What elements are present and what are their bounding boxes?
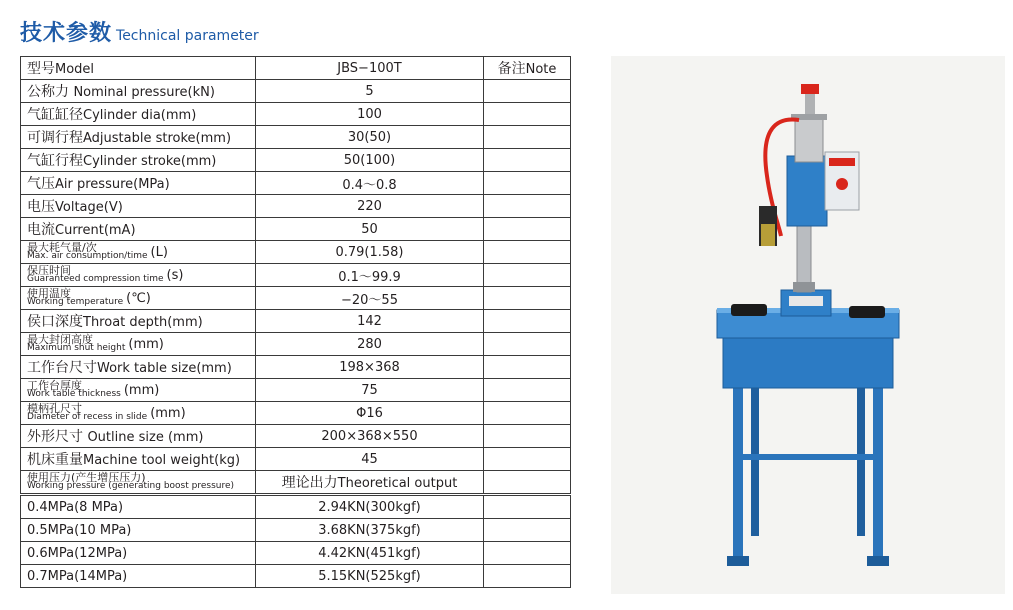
- output-header-value-zh: 理论出力: [281, 475, 338, 491]
- output-pressure: 0.4MPa(8 MPa): [21, 495, 256, 519]
- param-value: 30(50): [256, 126, 484, 149]
- param-label-zh: 气压: [27, 176, 55, 192]
- note-en: Note: [525, 62, 557, 77]
- output-value: 2.94KN(300kgf): [256, 495, 484, 519]
- table-row: [21, 218, 571, 241]
- stacked-label: [27, 241, 148, 261]
- spec-table: [20, 56, 571, 588]
- header-row: [21, 57, 571, 80]
- note-cell: [484, 103, 571, 126]
- param-label-zh: 工作台尺寸: [27, 360, 97, 376]
- param-label-en: Work table size(mm): [97, 361, 232, 376]
- param-label: [21, 241, 256, 264]
- stacked-label: [27, 287, 124, 307]
- table-row: [21, 149, 571, 172]
- param-label-en: Cylinder dia(mm): [83, 108, 197, 123]
- param-label-zh: 工作台厚度: [27, 379, 82, 392]
- param-label-zh: 最大耗气量/次: [27, 241, 97, 254]
- foot-switch-right: [849, 306, 885, 318]
- param-label-en: Maximum shut height: [27, 343, 126, 353]
- cabinet-body: [723, 334, 893, 388]
- param-label-zh: 气缸行程: [27, 153, 83, 169]
- output-value: 4.42KN(451kgf): [256, 542, 484, 565]
- param-value: 220: [256, 195, 484, 218]
- param-label: [21, 287, 256, 310]
- stacked-label: [27, 402, 148, 422]
- machine-photo: [611, 56, 1005, 594]
- model-value: JBS−100T: [256, 57, 484, 80]
- param-label-zh: 使用温度: [27, 287, 71, 300]
- model-label-en: Model: [55, 62, 95, 77]
- output-value: 5.15KN(525kgf): [256, 565, 484, 588]
- param-unit: (s): [166, 267, 184, 283]
- param-label-en: Work table thickness: [27, 389, 121, 399]
- param-label-zh: 保压时间: [27, 264, 71, 277]
- nameplate: [789, 296, 823, 306]
- param-label: [21, 402, 256, 425]
- note-cell: [484, 333, 571, 356]
- output-pressure: 0.7MPa(14MPa): [21, 565, 256, 588]
- table-row: [21, 80, 571, 103]
- param-label-zh: 电流: [27, 222, 55, 238]
- param-label: [21, 379, 256, 402]
- note-cell: [484, 471, 571, 495]
- stacked-label: [27, 471, 235, 491]
- note-cell: [484, 126, 571, 149]
- output-header-zh: 使用压力(产生增压压力): [27, 471, 146, 484]
- note-header: [484, 57, 571, 80]
- table-row: [21, 379, 571, 402]
- stacked-label: [27, 264, 164, 284]
- param-label-zh: 公称力: [27, 84, 74, 100]
- stand-leg-right: [873, 386, 883, 564]
- table-row: [21, 448, 571, 471]
- note-cell: [484, 241, 571, 264]
- param-label: [21, 103, 256, 126]
- param-label: [21, 425, 256, 448]
- param-label-en: Max. air consumption/time: [27, 251, 148, 261]
- stacked-label: [27, 379, 121, 399]
- table-row: [21, 264, 571, 287]
- param-label-en: Machine tool weight(kg): [83, 453, 241, 468]
- table-row: [21, 425, 571, 448]
- output-header-value-en: Theoretical output: [337, 476, 458, 491]
- param-value: 50: [256, 218, 484, 241]
- param-label-en: Air pressure(MPa): [55, 177, 170, 192]
- model-label-zh: 型号: [27, 61, 55, 77]
- output-pressure: 0.6MPa(12MPa): [21, 542, 256, 565]
- param-unit: (L): [150, 244, 168, 260]
- param-value: 198×368: [256, 356, 484, 379]
- param-value: 0.79(1.58): [256, 241, 484, 264]
- table-row: [21, 402, 571, 425]
- param-label-en: Guaranteed compression time: [27, 274, 164, 284]
- param-label-en: Diameter of recess in slide: [27, 412, 148, 422]
- press-head: [787, 156, 827, 226]
- param-value: 5: [256, 80, 484, 103]
- param-value: 50(100): [256, 149, 484, 172]
- output-header-value: [256, 471, 484, 495]
- param-label: [21, 195, 256, 218]
- table-row: [21, 195, 571, 218]
- param-label-zh: 可调行程: [27, 130, 83, 146]
- note-cell: [484, 80, 571, 103]
- table-row: [21, 565, 571, 588]
- param-label: [21, 448, 256, 471]
- title-en: Technical parameter: [116, 28, 259, 44]
- param-label-en: Nominal pressure(kN): [73, 85, 215, 100]
- lower-die: [793, 282, 815, 292]
- param-value: 200×368×550: [256, 425, 484, 448]
- table-row: [21, 241, 571, 264]
- param-label-zh: 外形尺寸: [27, 429, 88, 445]
- note-cell: [484, 172, 571, 195]
- param-label: [21, 172, 256, 195]
- param-value: Φ16: [256, 402, 484, 425]
- param-value: 280: [256, 333, 484, 356]
- filter-bowl: [761, 224, 775, 246]
- foot-left: [727, 556, 749, 566]
- param-label: [21, 310, 256, 333]
- param-label-zh: 电压: [27, 199, 55, 215]
- timer-display: [829, 158, 855, 166]
- air-cylinder: [795, 118, 823, 162]
- stand-leg-back-right: [857, 386, 865, 536]
- param-unit: (℃): [126, 290, 151, 306]
- note-cell: [484, 448, 571, 471]
- note-cell: [484, 425, 571, 448]
- note-cell: [484, 195, 571, 218]
- model-label: [21, 57, 256, 80]
- output-value: 3.68KN(375kgf): [256, 519, 484, 542]
- param-value: 100: [256, 103, 484, 126]
- table-row: [21, 172, 571, 195]
- output-pressure: 0.5MPa(10 MPa): [21, 519, 256, 542]
- param-value: −20～55: [256, 287, 484, 310]
- note-cell: [484, 495, 571, 519]
- table-row: [21, 310, 571, 333]
- stand-leg-back-left: [751, 386, 759, 536]
- note-cell: [484, 565, 571, 588]
- param-label: [21, 149, 256, 172]
- foot-switch-left: [731, 304, 767, 316]
- note-cell: [484, 310, 571, 333]
- foot-right: [867, 556, 889, 566]
- note-cell: [484, 264, 571, 287]
- param-label-zh: 机床重量: [27, 452, 83, 468]
- note-cell: [484, 519, 571, 542]
- note-zh: 备注: [497, 61, 526, 77]
- table-row: [21, 126, 571, 149]
- param-label-zh: 气缸缸径: [27, 107, 83, 123]
- table-row: [21, 519, 571, 542]
- note-cell: [484, 218, 571, 241]
- stacked-label: [27, 333, 126, 353]
- note-cell: [484, 542, 571, 565]
- param-unit: (mm): [123, 382, 160, 398]
- param-label-zh: 最大封闭高度: [27, 333, 93, 346]
- stand-leg-left: [733, 386, 743, 564]
- param-label: [21, 218, 256, 241]
- param-value: 0.4～0.8: [256, 172, 484, 195]
- title-zh: 技术参数: [20, 21, 113, 46]
- stand-crossbar: [733, 454, 883, 460]
- table-row: [21, 495, 571, 519]
- param-label-en: Working temperature: [27, 297, 124, 307]
- param-label: [21, 126, 256, 149]
- table-row: [21, 333, 571, 356]
- param-label-en: Current(mA): [55, 223, 136, 238]
- param-label-en: Voltage(V): [55, 200, 123, 215]
- note-cell: [484, 402, 571, 425]
- param-label: [21, 264, 256, 287]
- param-label: [21, 80, 256, 103]
- param-label-en: Throat depth(mm): [83, 315, 203, 330]
- param-label-zh: 侯口深度: [27, 314, 83, 330]
- param-unit: (mm): [128, 336, 164, 352]
- note-cell: [484, 379, 571, 402]
- param-value: 142: [256, 310, 484, 333]
- param-label-en: Outline size (mm): [87, 430, 204, 445]
- output-header-row: [21, 471, 571, 495]
- table-row: [21, 103, 571, 126]
- table-row: [21, 542, 571, 565]
- output-header-en: Working pressure (generating boost pressure): [27, 481, 235, 491]
- param-value: 0.1～99.9: [256, 264, 484, 287]
- param-label: [21, 356, 256, 379]
- pneumatic-press-illustration: [611, 56, 1005, 594]
- param-label-zh: 模柄孔尺寸: [27, 402, 82, 415]
- note-cell: [484, 149, 571, 172]
- page-title: [20, 16, 259, 48]
- param-label: [21, 333, 256, 356]
- param-value: 75: [256, 379, 484, 402]
- table-row: [21, 287, 571, 310]
- control-logo: [836, 178, 848, 190]
- param-value: 45: [256, 448, 484, 471]
- note-cell: [484, 356, 571, 379]
- stroke-adjuster: [801, 84, 819, 94]
- param-label-en: Cylinder stroke(mm): [83, 154, 217, 169]
- note-cell: [484, 287, 571, 310]
- param-label-en: Adjustable stroke(mm): [83, 131, 232, 146]
- table-row: [21, 356, 571, 379]
- output-header-label: [21, 471, 256, 495]
- param-unit: (mm): [150, 405, 186, 421]
